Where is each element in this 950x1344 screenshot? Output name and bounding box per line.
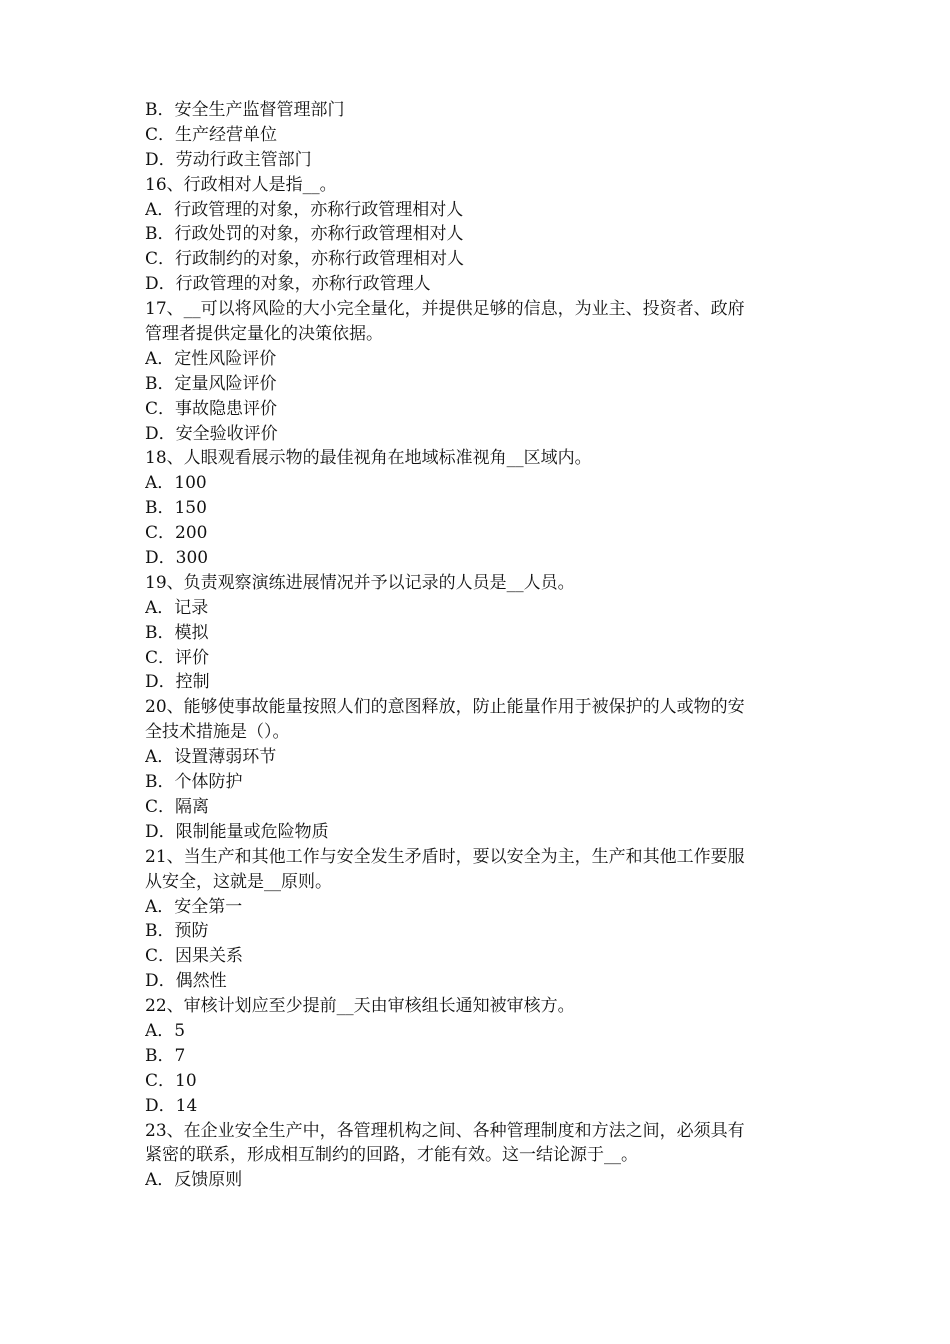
answer-option-line: A．安全第一 [145,896,243,917]
answer-option-line: A．设置薄弱环节 [145,747,277,768]
question-text-line: 23、在企业安全生产中，各管理机构之间、各种管理制度和方法之间，必须具有 [145,1120,745,1141]
answer-option-line: B．预防 [145,921,209,942]
answer-option-line: B．定量风险评价 [145,373,277,394]
answer-option-line: B．模拟 [145,622,209,643]
answer-option-line: C．200 [145,523,208,544]
answer-option-line: D．300 [145,548,209,569]
answer-option-line: B．150 [145,498,207,519]
answer-option-line: B．安全生产监督管理部门 [145,100,345,120]
answer-option-line: B．行政处罚的对象，亦称行政管理相对人 [145,224,464,245]
answer-option-line: C．10 [145,1070,197,1091]
answer-option-line: D．偶然性 [145,971,227,992]
answer-option-line: D．安全验收评价 [145,423,278,444]
question-text-line: 16、行政相对人是指__。 [145,174,337,195]
answer-option-line: D．14 [145,1095,198,1116]
question-text-line: 管理者提供定量化的决策依据。 [145,324,383,345]
question-text-line: 从安全，这就是__原则。 [145,871,332,892]
question-text-line: 18、人眼观看展示物的最佳视角在地域标准视角__区域内。 [145,448,592,469]
document-page [145,98,825,1193]
answer-option-line: D．劳动行政主管部门 [145,149,312,170]
answer-option-line: B．个体防护 [145,772,243,793]
answer-option-line: D．行政管理的对象，亦称行政管理人 [145,274,431,295]
question-text-line: 紧密的联系，形成相互制约的回路，才能有效。这一结论源于__。 [145,1145,638,1166]
answer-option-line: B．7 [145,1045,186,1066]
question-text-line: 22、审核计划应至少提前__天由审核组长通知被审核方。 [145,996,575,1017]
answer-option-line: A．行政管理的对象，亦称行政管理相对人 [145,199,464,220]
answer-option-line: A．5 [145,1020,186,1041]
answer-option-line: A．记录 [145,597,209,618]
answer-option-line: C．生产经营单位 [145,124,278,145]
answer-option-line: D．限制能量或危险物质 [145,821,329,842]
question-text-line: 19、负责观察演练进展情况并予以记录的人员是__人员。 [145,572,575,593]
question-text-line: 17、__可以将风险的大小完全量化，并提供足够的信息，为业主、投资者、政府 [145,299,745,320]
answer-option-line: C．隔离 [145,796,210,817]
answer-option-line: A．反馈原则 [145,1170,243,1191]
question-text-line: 全技术措施是（）。 [145,722,290,743]
question-text-line: 21、当生产和其他工作与安全发生矛盾时，要以安全为主，生产和其他工作要服 [145,846,745,867]
answer-option-line: A．100 [145,473,207,494]
answer-option-line: D．控制 [145,672,210,693]
answer-option-line: C．行政制约的对象，亦称行政管理相对人 [145,249,465,270]
answer-option-line: C．事故隐患评价 [145,398,278,419]
answer-option-line: C．因果关系 [145,946,244,967]
question-text-line: 20、能够使事故能量按照人们的意图释放，防止能量作用于被保护的人或物的安 [145,697,745,718]
answer-option-line: C．评价 [145,647,210,668]
answer-option-line: A．定性风险评价 [145,348,277,369]
